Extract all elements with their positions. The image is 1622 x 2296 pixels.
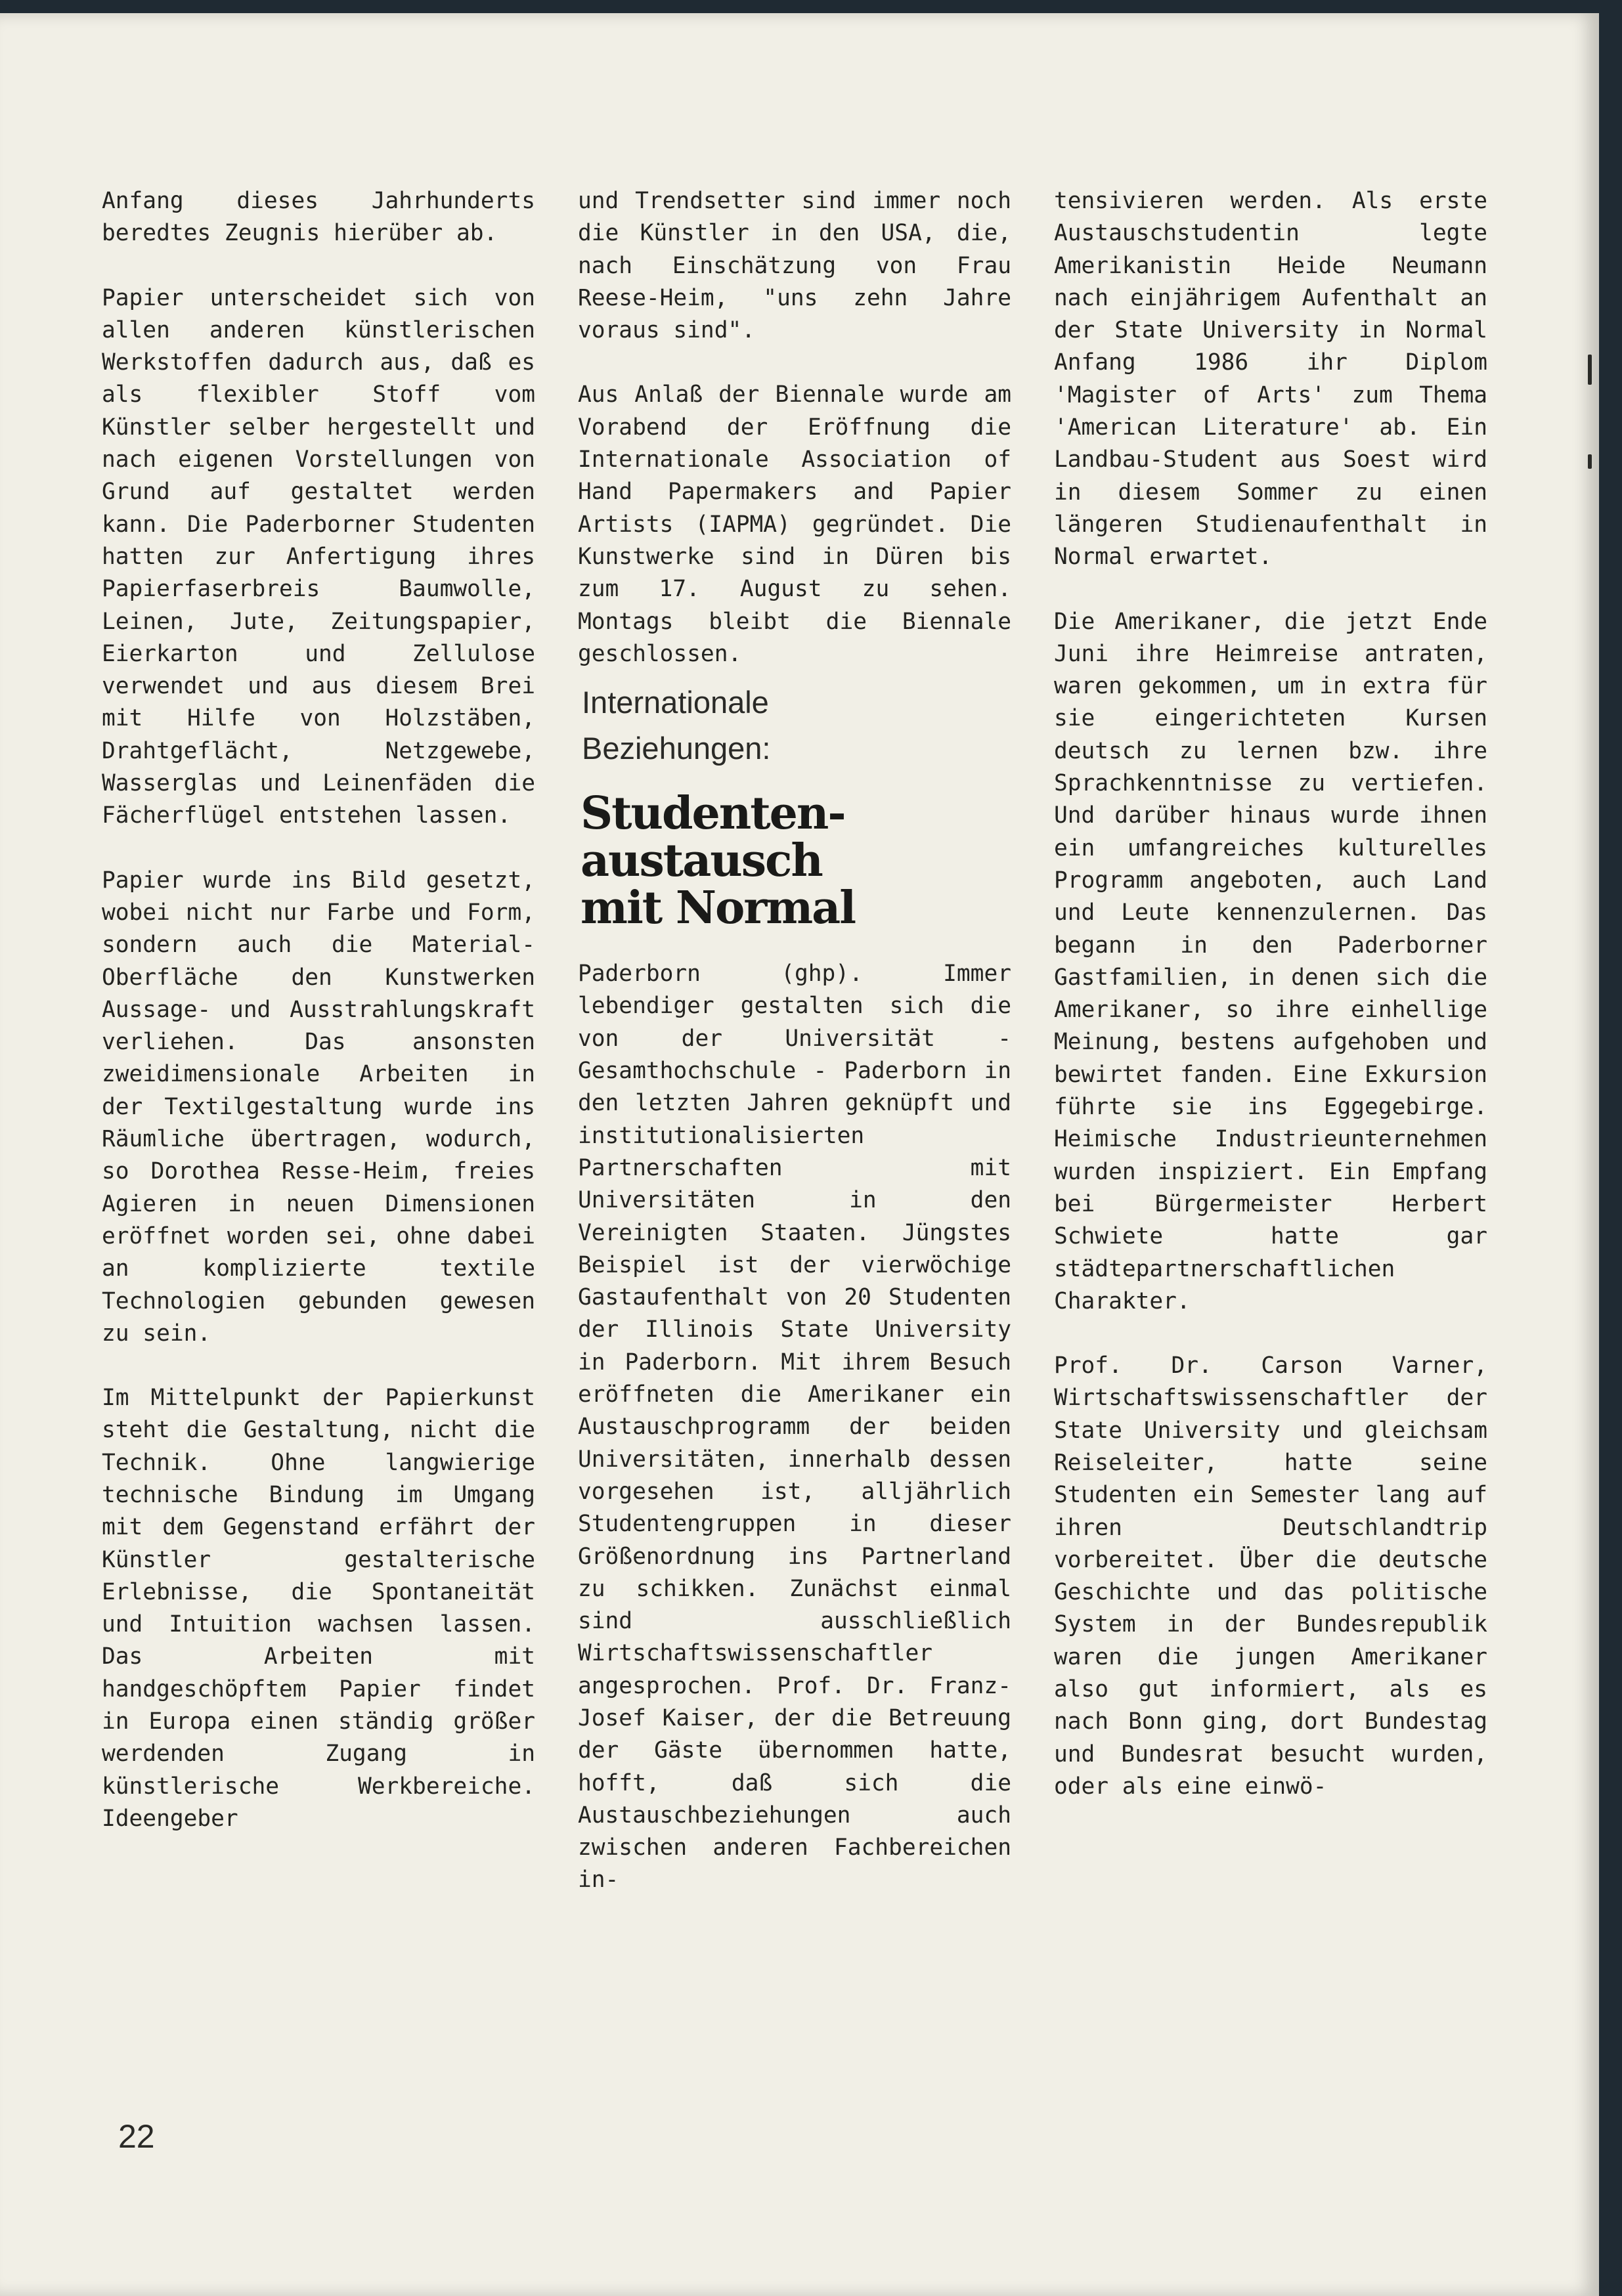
page-number: 22 — [118, 2118, 155, 2155]
column-1 — [102, 185, 535, 1835]
kicker-line: Beziehungen: — [582, 731, 771, 766]
kicker-line: Internationale — [582, 685, 769, 720]
article-paragraph: Aus Anlaß der Biennale wurde am Vorabend der Eröffnung die Internationale Association of Hand Papermakers and Papier Artists (IAPMA) gegründet. Die Kunstwerke sind in Düren bis zum 17. August zu sehen. Montags bleibt die Biennale geschlossen. — [578, 381, 1011, 667]
article-paragraph: tensivieren werden. Als erste Austauschstudentin legte Amerikanistin Heide Neumann nach einjährigem Aufenthalt an der State University in Normal Anfang 1986 ihr Diplom 'Magister of Arts' zum Thema 'American Literature' ab. Ein Landbau-Student aus Soest wird in diesem Sommer zu einen längeren Studienaufenthalt in Normal erwartet. — [1054, 188, 1487, 571]
headline-line: Studenten- — [581, 787, 845, 840]
article-paragraph: Paderborn (ghp). Immer lebendiger gestalten sich die von der Universität - Gesamthochschule - Paderborn in den letzten Jahren geknüpft und institutionalisierten Partnerschaften mit Universitäten in den Vereinigten Staaten. Jüngstes Beispiel ist der vierwöchige Gastaufenthalt von 20 Studenten der Illinois State University in Paderborn. Mit ihrem Besuch eröffneten die Amerikaner ein Austauschprogramm der beiden Universitäten, innerhalb dessen vorgesehen ist, alljährlich Studentengruppen in dieser Größenordnung ins Partnerland zu schikken. Zunächst einmal sind ausschließlich Wirtschaftswissenschaftler angesprochen. Prof. Dr. Franz-Josef Kaiser, der die Betreuung der Gäste übernommen hatte, hofft, daß sich die Austauschbeziehungen auch zwischen anderen Fachbereichen in- — [578, 961, 1011, 1894]
article-paragraph: Anfang dieses Jahrhunderts beredtes Zeugnis hierüber ab. — [102, 188, 535, 247]
article-headline — [581, 787, 1011, 935]
binding-mark — [1588, 355, 1592, 385]
article-paragraph: Die Amerikaner, die jetzt Ende Juni ihre Heimreise antraten, waren gekommen, um in extra für sie eingerichteten Kursen deutsch zu lernen bzw. ihre Sprachkenntnisse zu vertiefen. Und darüber hinaus wurde ihnen ein umfangreiches kulturelles Programm angeboten, auch Land und Leute kennenzulernen. Das begann in den Paderborner Gastfamilien, in denen sich die Amerikaner, so ihre einhellige Meinung, bestens aufgehoben und bewirtet fanden. Eine Exkursion führte sie ins Eggegebirge. Heimische Industrieunternehmen wurden inspiziert. Ein Empfang bei Bürgermeister Herbert Schwiete hatte gar städtepartnerschaftlichen Charakter. — [1054, 608, 1487, 1314]
headline-line: austausch — [581, 834, 822, 888]
article-paragraph: Prof. Dr. Carson Varner, Wirtschaftswissenschaftler der State University und gleichsam Reiseleiter, hatte seine Studenten ein Semester lang auf ihren Deutschlandtrip vorbereitet. Über die deutsche Geschichte und das politische System in der Bundesrepublik waren die jungen Amerikaner also gut informiert, als es nach Bonn ging, dort Bundestag und Bundesrat besucht wurden, oder als eine einwö- — [1054, 1353, 1487, 1800]
article-kicker — [582, 680, 1011, 771]
document-page — [0, 13, 1599, 2296]
binding-mark — [1588, 454, 1592, 469]
column-3 — [1054, 185, 1487, 1803]
article-paragraph: und Trendsetter sind immer noch die Künstler in den USA, die, nach Einschätzung von Frau Reese-Heim, "uns zehn Jahre voraus sind". — [578, 188, 1011, 344]
article-paragraph: Papier wurde ins Bild gesetzt, wobei nicht nur Farbe und Form, sondern auch die Material-Oberfläche den Kunstwerken Aussage- und Ausstrahlungskraft verliehen. Das ansonsten zweidimensionale Arbeiten in der Textilgestaltung wurde ins Räumliche übertragen, wodurch, so Dorothea Resse-Heim, freies Agieren in neuen Dimensionen eröffnet worden sei, ohne dabei an komplizierte textile Technologien gebunden gewesen zu sein. — [102, 867, 535, 1347]
column-2 — [578, 185, 1011, 1897]
article-paragraph: Im Mittelpunkt der Papierkunst steht die Gestaltung, nicht die Technik. Ohne langwierige technische Bindung im Umgang mit dem Gegenstand erfährt der Künstler gestalterische Erlebnisse, die Spontaneität und Intuition wachsen lassen. Das Arbeiten mit handgeschöpftem Papier findet in Europa einen ständig größer werdenden Zugang in künstlerische Werkbereiche. Ideengeber — [102, 1385, 535, 1832]
article-paragraph: Papier unterscheidet sich von allen anderen künstlerischen Werkstoffen dadurch aus, daß es als flexibler Stoff vom Künstler selber hergestellt und nach eigenen Vorstellungen von Grund auf gestaltet werden kann. Die Paderborner Studenten hatten zur Anfertigung ihres Papierfaserbreis Baumwolle, Leinen, Jute, Zeitungspapier, Eierkarton und Zellulose verwendet und aus diesem Brei mit Hilfe von Holzstäben, Drahtgeflächt, Netzgewebe, Wasserglas und Leinenfäden die Fächerflügel entstehen lassen. — [102, 284, 535, 829]
headline-line: mit Normal — [581, 882, 856, 935]
